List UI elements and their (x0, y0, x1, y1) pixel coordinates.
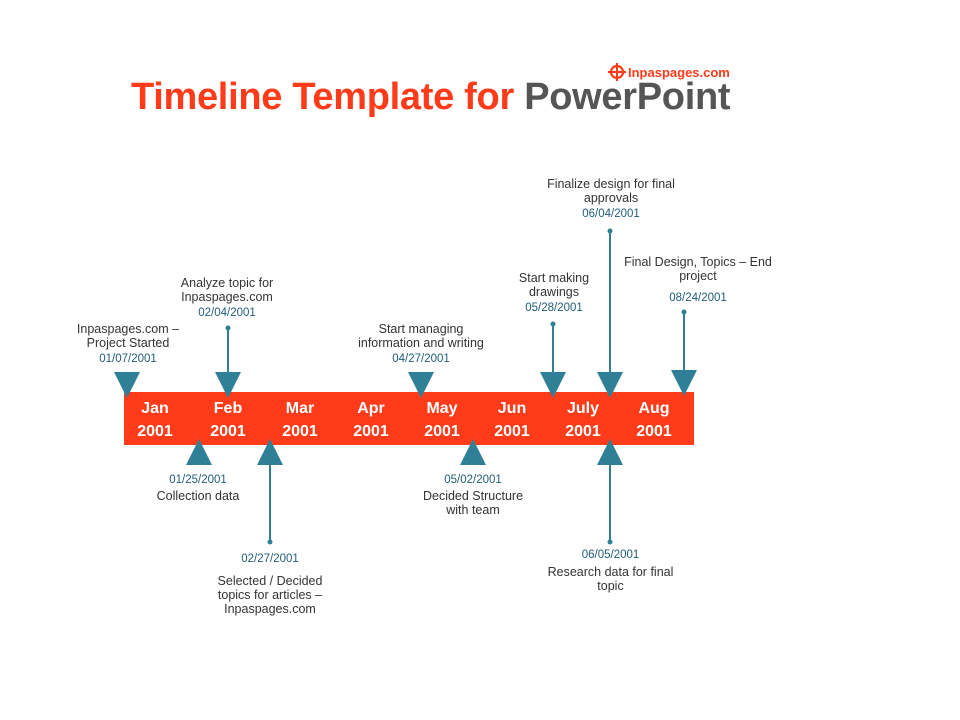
month-mar: Mar 2001 (282, 400, 318, 440)
title-part-2: PowerPoint (524, 76, 731, 118)
month-may: May 2001 (424, 400, 460, 440)
marker-dot (608, 540, 613, 545)
marker-dot (682, 310, 687, 315)
event-start-drawings: Start making drawings 05/28/2001 (518, 271, 590, 314)
marker-triangle (540, 372, 566, 398)
marker-triangle (671, 370, 697, 396)
event-project-started: Inpaspages.com – Project Started 01/07/2001 (76, 322, 180, 365)
event-end-project: Final Design, Topics – End project 08/24/2001 (624, 255, 772, 304)
title-part-1: Timeline Template for (131, 76, 514, 118)
marker-triangle (597, 439, 623, 465)
marker-triangle (597, 372, 623, 398)
marker-triangle (460, 439, 486, 465)
marker-triangle (215, 372, 241, 398)
event-decided-structure: 05/02/2001 Decided Structure with team (422, 474, 524, 517)
event-research-data: 06/05/2001 Research data for final topic (547, 549, 674, 593)
marker-dot (608, 229, 613, 234)
month-apr: Apr 2001 (353, 400, 389, 440)
event-collection-data: 01/25/2001 Collection data (156, 474, 240, 503)
month-aug: Aug 2001 (636, 400, 672, 440)
marker-dot (551, 322, 556, 327)
marker-dot (268, 540, 273, 545)
marker-triangle (114, 372, 140, 398)
marker-triangle (408, 372, 434, 398)
marker-triangle (186, 439, 212, 465)
month-jan: Jan 2001 (137, 400, 173, 440)
event-analyze-topic: Analyze topic for Inpaspages.com 02/04/2001 (180, 276, 274, 319)
event-finalize-design: Finalize design for final approvals 06/04/2001 (547, 177, 675, 220)
marker-triangle (257, 439, 283, 465)
event-selected-topics: 02/27/2001 Selected / Decided topics for articles – Inpaspages.com (217, 553, 323, 616)
marker-dot (226, 326, 231, 331)
logo-text: Inpaspages.com (628, 64, 730, 80)
event-start-managing: Start managing information and writing 04/27/2001 (358, 322, 484, 365)
month-jun: Jun 2001 (494, 400, 530, 440)
month-jul: July 2001 (565, 400, 601, 440)
month-feb: Feb 2001 (210, 400, 246, 440)
